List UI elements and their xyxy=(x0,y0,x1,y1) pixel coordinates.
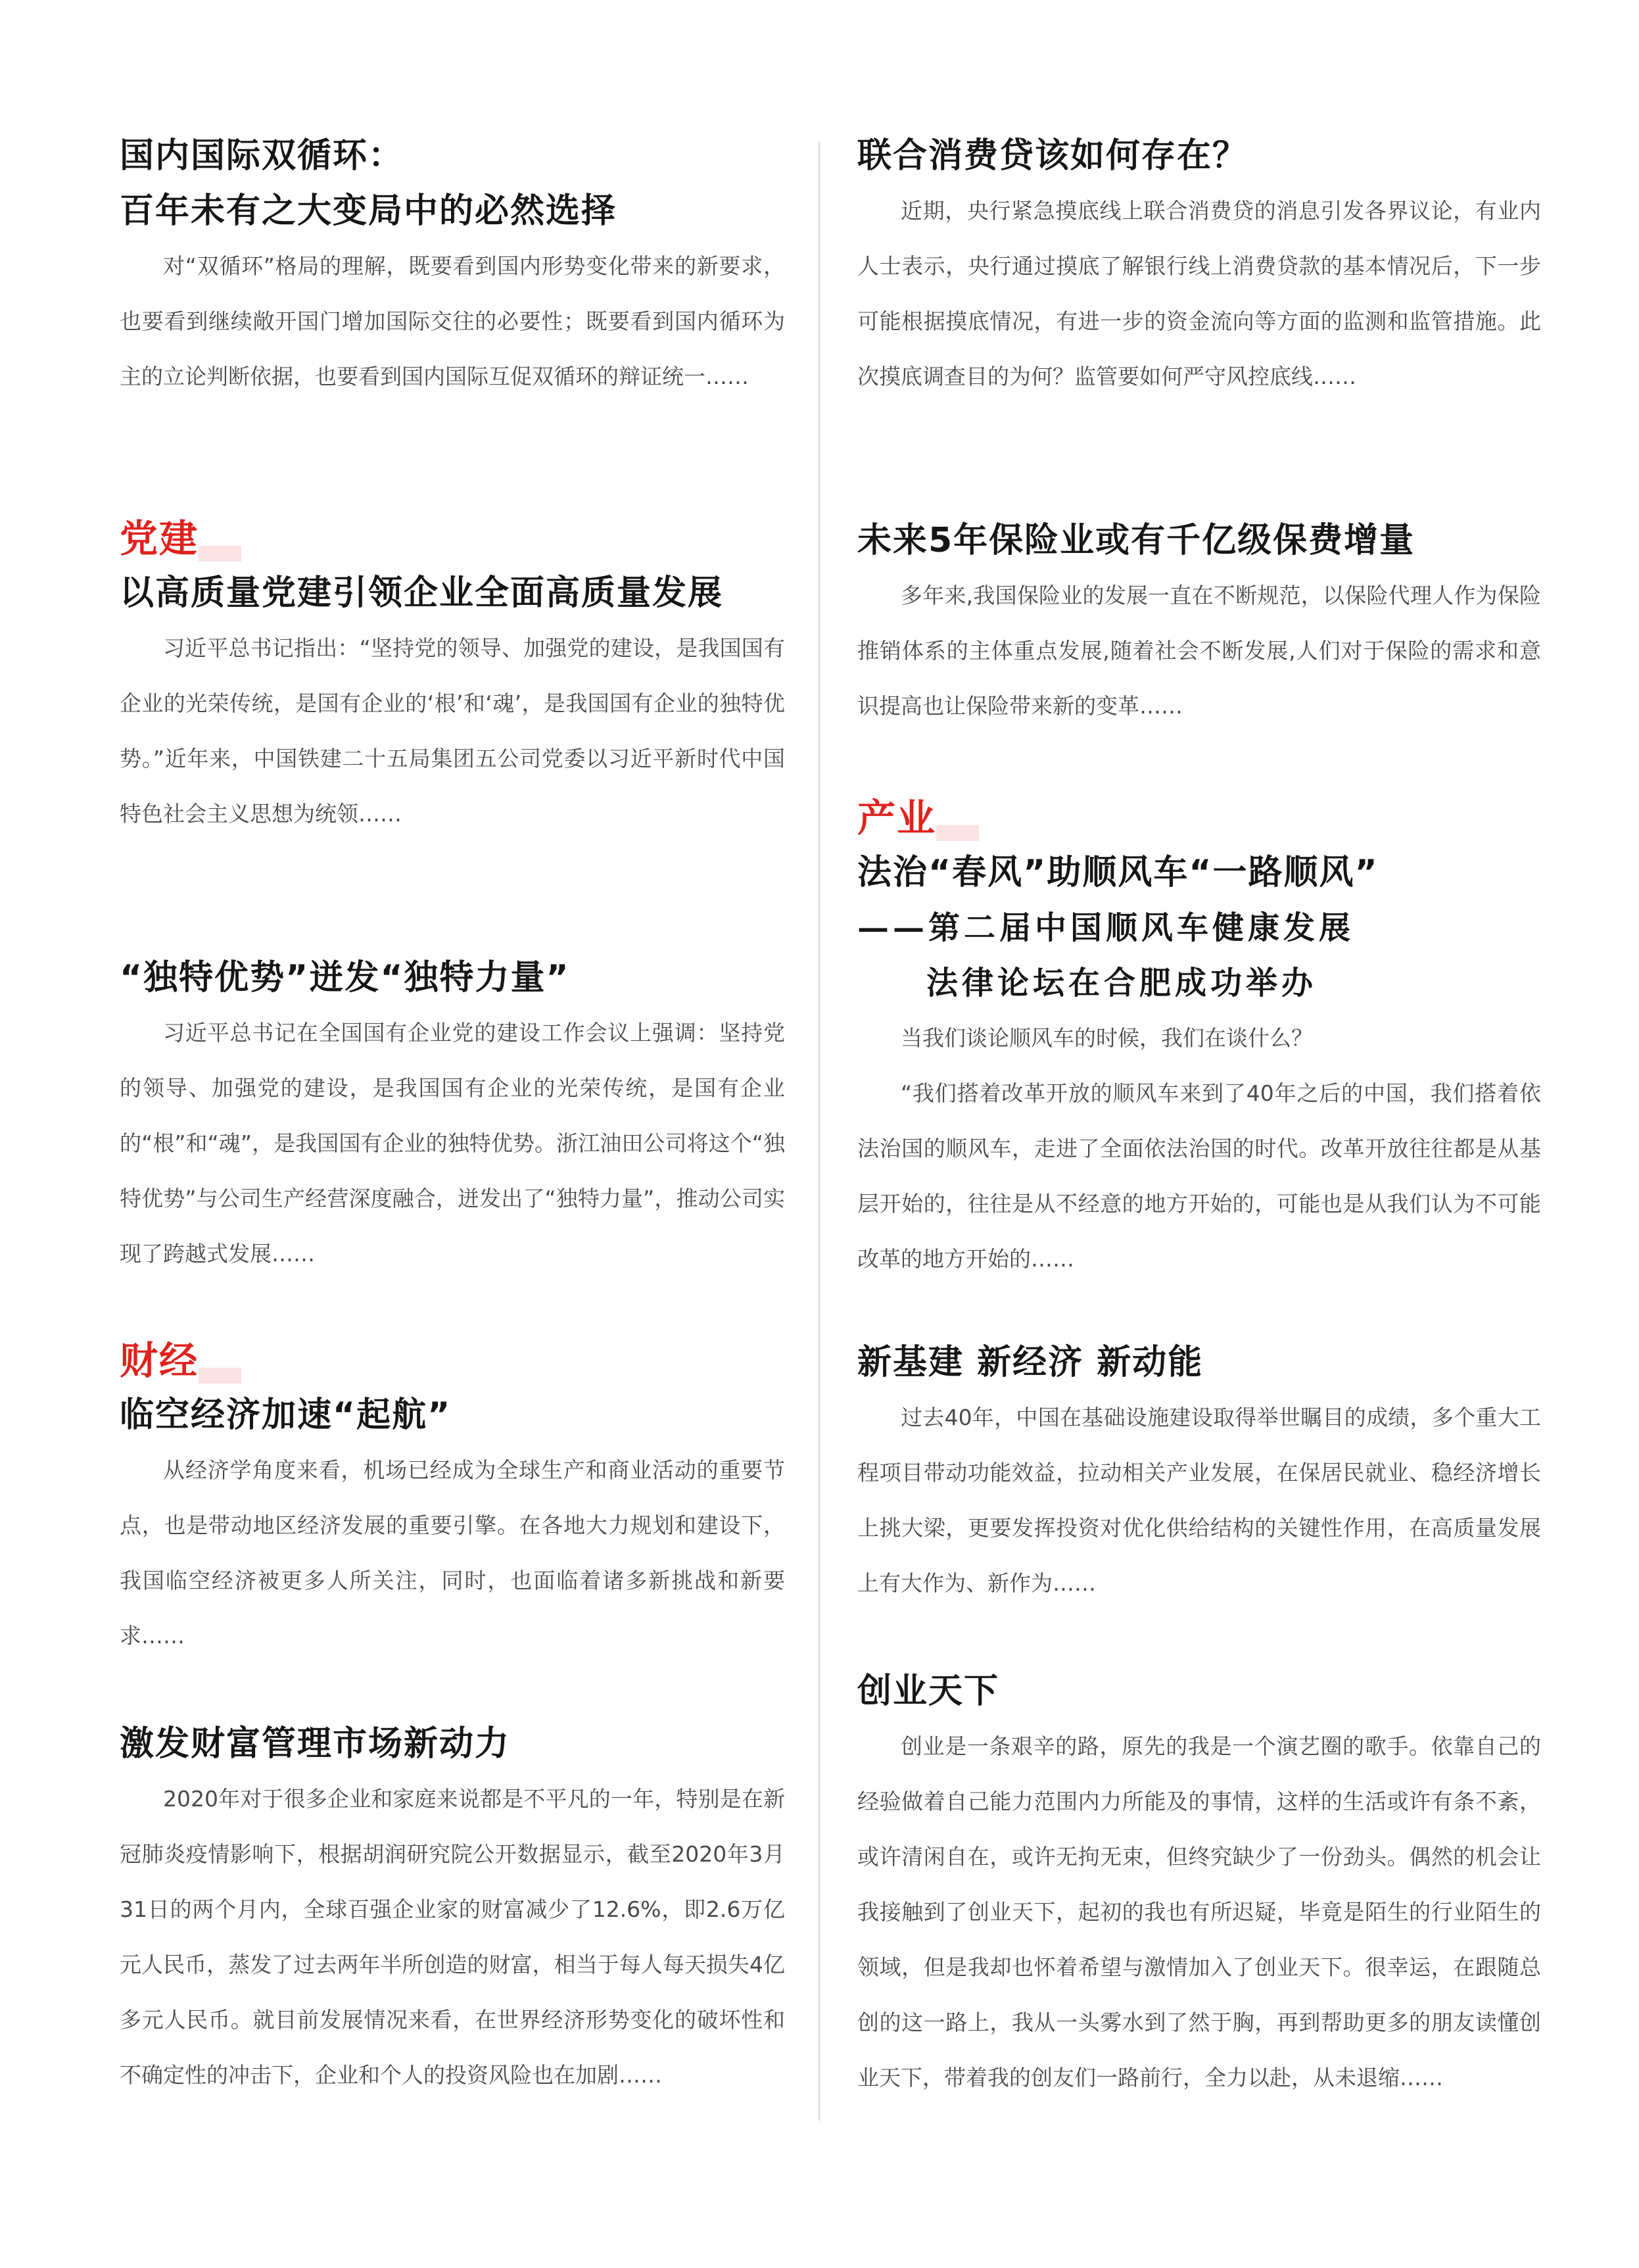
section-tag xyxy=(120,1335,785,1386)
tag-accent-bar xyxy=(199,546,241,562)
article-title: 百年未有之大变局中的必然选择 xyxy=(120,191,617,231)
article-title: 法治“春风”助顺风车“一路顺风” xyxy=(857,853,1379,892)
article-title: 创业天下 xyxy=(857,1672,1000,1711)
article-airport-economy[interactable] xyxy=(120,1387,785,1664)
section-label: 财经 xyxy=(120,1338,199,1383)
section-label: 产业 xyxy=(857,796,937,840)
article-summary: 多年来,我国保险业的发展一直在不断规范，以保险代理人作为保险推销体系的主体重点发展,随着社会不断发展,人们对于保险的需求和意识提高也让保险带来新的变革…… xyxy=(857,583,1541,719)
article-summary: 创业是一条艰辛的路，原先的我是一个演艺圈的歌手。依靠自己的经验做着自己能力范围内力所能及的事情，这样的生活或许有条不紊，或许清闲自在，或许无拘无束，但终究缺少了一份劲头。偶然的机会让我接触到了创业天下，起初的我也有所迟疑，毕竟是陌生的行业陌生的领域，但是我却也怀着希望与激情加入了创业天下。很幸运，在跟随总创的这一路上，我从一头雾水到了然于胸，再到帮助更多的朋友读懂创业天下，带着我的创友们一路前行，全力以赴，从未退缩…… xyxy=(857,1733,1541,2090)
article-subtitle: 法律论坛在合肥成功举办 xyxy=(926,965,1318,1001)
article-subtitle: ——第二届中国顺风车健康发展 xyxy=(857,909,1355,946)
section-tag xyxy=(120,513,785,564)
article-insurance[interactable] xyxy=(857,513,1541,734)
article-summary: 过去40年，中国在基础设施建设取得举世瞩目的成绩，多个重大工程项目带动功能效益，拉动相关产业发展，在保居民就业、稳经济增长上挑大梁，更要发挥投资对优化供给结构的关键性作用，在高质量发展上有大作为、新作为…… xyxy=(857,1405,1541,1596)
article-summary: 当我们谈论顺风车的时候，我们在谈什么？ xyxy=(901,1025,1313,1051)
article-summary: 对“双循环”格局的理解，既要看到国内形势变化带来的新要求，也要看到继续敞开国门增加国际交往的必要性；既要看到国内循环为主的立论判断依据，也要看到国内国际互促双循环的辩证统一…… xyxy=(120,253,785,389)
article-summary: 习近平总书记在全国国有企业党的建设工作会议上强调：坚持党的领导、加强党的建设，是我国国有企业的光荣传统，是国有企业的“根”和“魂”，是我国国有企业的独特优势。浙江油田公司将这个“独特优势”与公司生产经营深度融合，迸发出了“独特力量”，推动公司实现了跨越式发展…… xyxy=(120,1020,785,1267)
article-title: 国内国际双循环： xyxy=(120,136,404,176)
article-title: 新基建 新经济 新动能 xyxy=(857,1343,1204,1382)
article-summary: 2020年对于很多企业和家庭来说都是不平凡的一年，特别是在新冠肺炎疫情影响下，根据胡润研究院公开数据显示，截至2020年3月31日的两个月内，全球百强企业家的财富减少了12.6%，即2.6万亿元人民币，蒸发了过去两年半所创造的财富，相当于每人每天损失4亿多元人民币。就目前发展情况来看，在世界经济形势变化的破坏性和不确定性的冲击下，企业和个人的投资风险也在加剧…… xyxy=(120,1786,785,2088)
article-unique-advantage[interactable] xyxy=(120,950,785,1282)
section-finance xyxy=(120,1335,785,1386)
article-consumer-loan[interactable] xyxy=(857,128,1541,404)
article-summary: 习近平总书记指出：“坚持党的领导、加强党的建设，是我国国有企业的光荣传统，是国有企业的‘根’和‘魂’，是我国国有企业的独特优势。”近年来，中国铁建二十五局集团五公司党委以习近平新时代中国特色社会主义思想为统领…… xyxy=(120,635,785,827)
article-entrepreneurship[interactable] xyxy=(857,1664,1541,2106)
article-summary: 近期，央行紧急摸底线上联合消费贷的消息引发各界议论，有业内人士表示，央行通过摸底了解银行线上消费贷款的基本情况后，下一步可能根据摸底情况，有进一步的资金流向等方面的监测和监管措施。此次摸底调查目的为何？监管要如何严守风控底线…… xyxy=(857,198,1541,389)
article-title: “独特优势”迸发“独特力量” xyxy=(120,958,570,998)
article-summary: “我们搭着改革开放的顺风车来到了40年之后的中国，我们搭着依法治国的顺风车，走进了全面依法治国的时代。改革开放往往都是从基层开始的，往往是从不经意的地方开始的，可能也是从我们认为不可能改革的地方开始的…… xyxy=(857,1080,1541,1272)
tag-accent-bar xyxy=(199,1368,241,1384)
article-party-building[interactable] xyxy=(120,566,785,842)
section-label: 党建 xyxy=(120,516,199,561)
section-industry xyxy=(857,792,1541,844)
article-wealth-management[interactable] xyxy=(120,1716,785,2103)
article-title: 激发财富管理市场新动力 xyxy=(120,1724,511,1764)
section-tag xyxy=(857,792,1541,844)
article-summary: 从经济学角度来看，机场已经成为全球生产和商业活动的重要节点，也是带动地区经济发展的重要引擎。在各地大力规划和建设下，我国临空经济被更多人所关注，同时，也面临着诸多新挑战和新要求…… xyxy=(120,1457,785,1649)
article-title: 以高质量党建引领企业全面高质量发展 xyxy=(120,573,724,613)
article-title: 联合消费贷该如何存在？ xyxy=(857,136,1248,176)
article-new-infrastructure[interactable] xyxy=(857,1335,1541,1611)
tag-accent-bar xyxy=(936,825,979,841)
column-divider xyxy=(819,141,820,2121)
article-dual-circulation[interactable] xyxy=(120,128,785,404)
article-title: 未来5年保险业或有千亿级保费增量 xyxy=(857,521,1415,560)
article-ride-sharing[interactable] xyxy=(857,845,1541,1287)
section-party-building xyxy=(120,513,785,564)
article-title: 临空经济加速“起航” xyxy=(120,1395,452,1435)
